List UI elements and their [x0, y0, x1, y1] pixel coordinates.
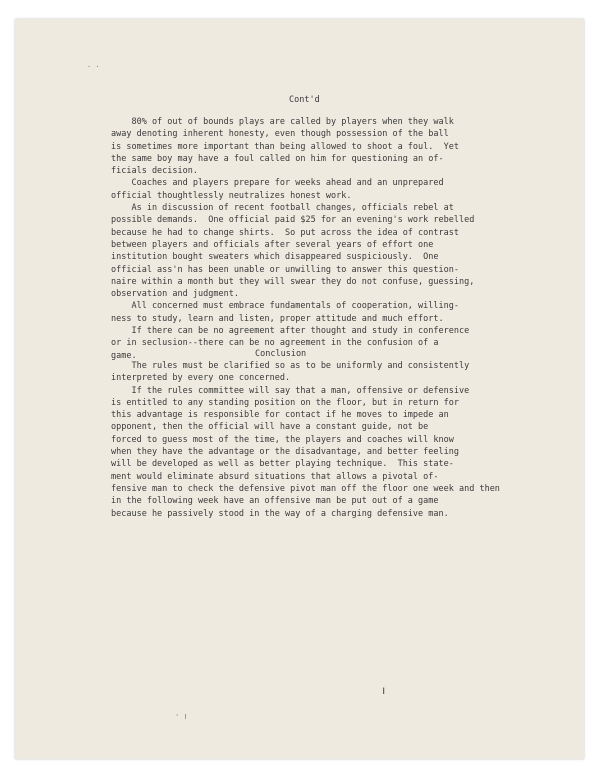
text-line: away denoting inherent honesty, even though possession of the ball: [111, 129, 449, 140]
text-line: If the rules committee will say that a man, offensive or defensive: [111, 385, 470, 396]
text-line: As in discussion of recent football changes, officials rebel at: [111, 203, 454, 214]
text-line: the same boy may have a foul called on him for questioning an of-: [111, 153, 444, 164]
text-line: naire within a month but they will swear they do not confuse, guessing,: [111, 276, 475, 287]
text-line: official ass'n has been unable or unwilling to answer this question-: [111, 264, 459, 275]
text-line: forced to guess most of the time, the players and coaches will know: [111, 434, 454, 445]
text-line: or in seclusion--there can be no agreement in the confusion of a: [111, 338, 439, 349]
text-line: ment would eliminate absurd situations that allows a pivotal of-: [111, 471, 439, 482]
text-line: fensive man to check the defensive pivot man off the floor one week and then: [111, 483, 500, 494]
text-line: If there can be no agreement after thought and study in conference: [111, 326, 470, 337]
paper-mark: ǀ: [381, 687, 387, 697]
document-page: [15, 19, 584, 759]
text-line: The rules must be clarified so as to be uniformly and consistently: [111, 361, 470, 371]
text-line: game.: [111, 350, 137, 361]
text-line: All concerned must embrace fundamentals of cooperation, willing-: [111, 301, 459, 312]
text-line: possible demands. One official paid $25 for an evening's work rebelled: [111, 215, 475, 226]
text-line: is entitled to any standing position on the floor, but in return for: [111, 397, 459, 408]
body-text: [111, 116, 531, 362]
conclusion-text: [111, 360, 531, 520]
page-header: Cont'd: [289, 95, 320, 105]
paper-speck: · ·: [87, 63, 100, 71]
text-line: institution bought sweaters which disappeared suspiciously. One: [111, 252, 439, 263]
text-line: ficials decision.: [111, 166, 198, 177]
text-line: when they have the advantage or the disadvantage, and better feeling: [111, 447, 459, 458]
conclusion-heading: Conclusion: [255, 349, 307, 359]
text-line: 80% of out of bounds plays are called by players when they walk: [111, 117, 454, 127]
text-line: is sometimes more important than being allowed to shoot a foul. Yet: [111, 141, 459, 152]
text-line: opponent, then the official will have a constant guide, not be: [111, 422, 429, 433]
text-line: ness to study, learn and listen, proper attitude and much effort.: [111, 313, 444, 324]
text-line: will be developed as well as better playing technique. This state-: [111, 459, 454, 470]
text-line: because he had to change shirts. So put across the idea of contrast: [111, 227, 459, 238]
text-line: this advantage is responsible for contact if he moves to impede an: [111, 410, 449, 421]
paper-speck: ' ǀ: [175, 713, 188, 721]
text-line: because he passively stood in the way of a charging defensive man.: [111, 508, 449, 519]
text-line: interpreted by every one concerned.: [111, 373, 291, 384]
text-line: between players and officials after several years of effort one: [111, 239, 434, 250]
text-line: Coaches and players prepare for weeks ahead and an unprepared: [111, 178, 444, 189]
text-line: observation and judgment.: [111, 289, 239, 300]
text-line: in the following week have an offensive man be put out of a game: [111, 496, 439, 507]
text-line: official thoughtlessly neutralizes honest work.: [111, 190, 352, 201]
